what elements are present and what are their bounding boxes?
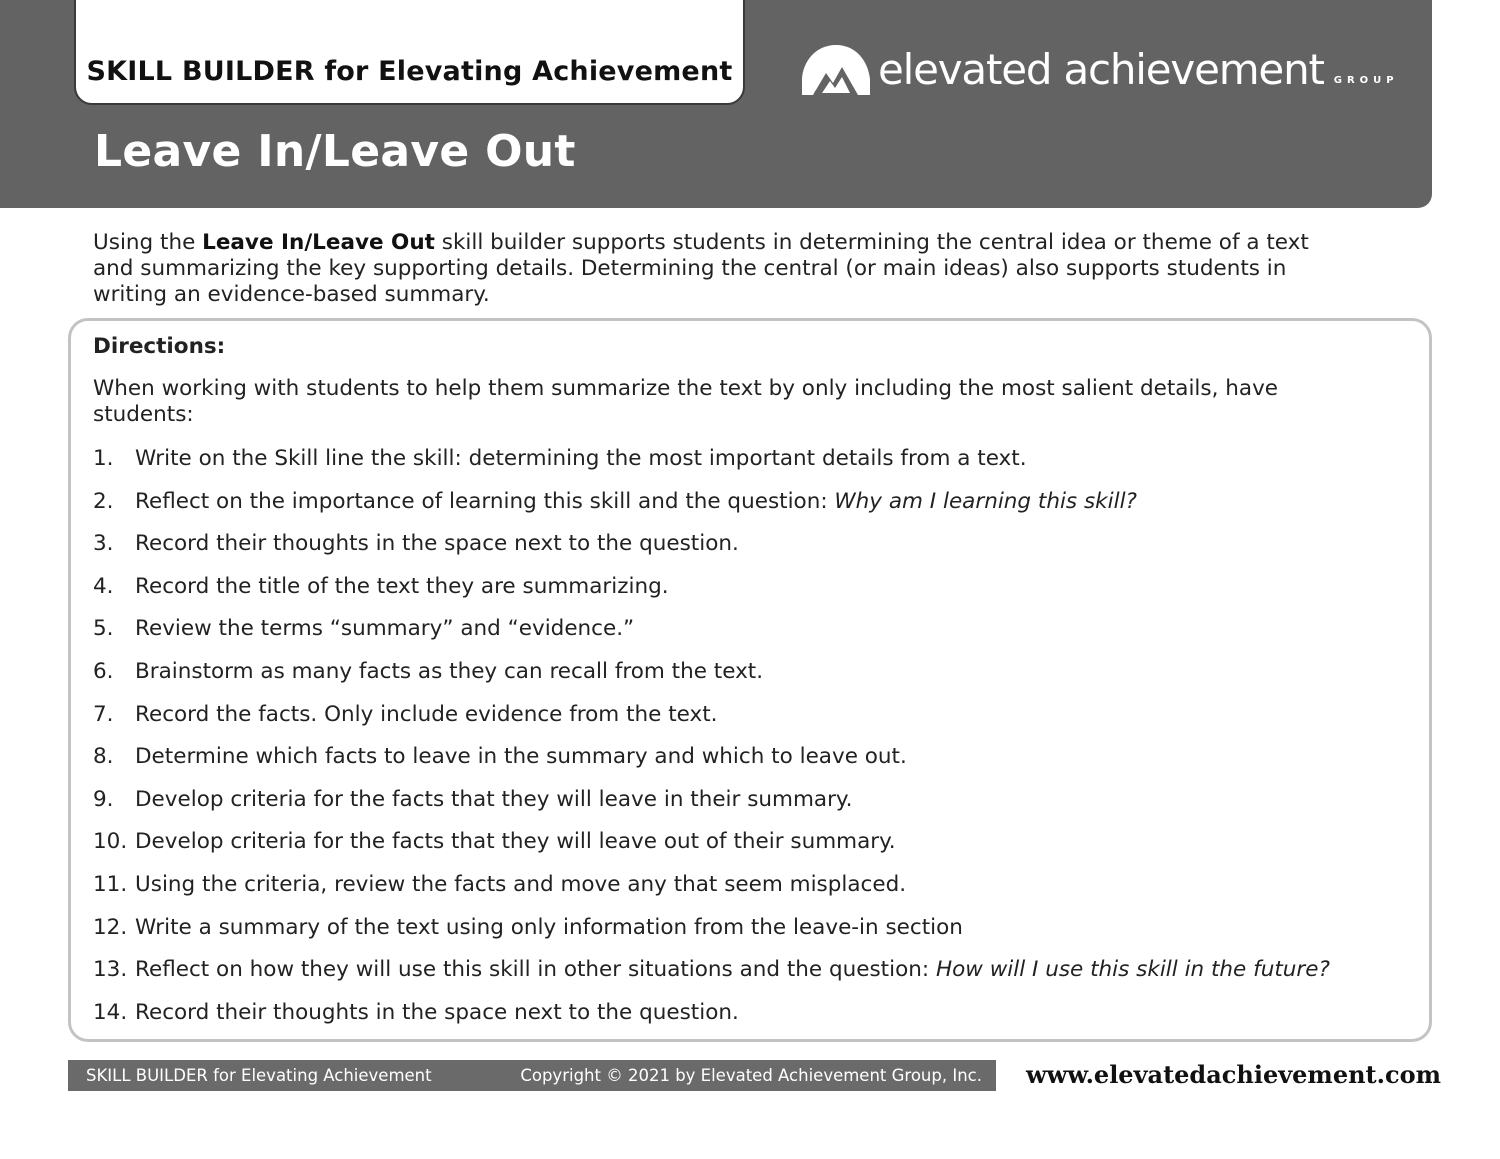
list-item: [93, 829, 1413, 872]
step-number: 3.: [93, 531, 114, 557]
intro-paragraph: [93, 230, 1353, 308]
step-text-plain: Develop criteria for the facts that they will leave out of their summary.: [135, 829, 896, 855]
step-text-plain: Reflect on the importance of learning this skill and the question:: [135, 488, 835, 514]
logo-group-label: GROUP: [1333, 75, 1399, 86]
footer-title: SKILL BUILDER for Elevating Achievement: [86, 1066, 432, 1085]
directions-intro: When working with students to help them summarize the text by only including the most salient details, have students:: [93, 376, 1279, 427]
step-number: 4.: [93, 573, 114, 599]
step-text: [135, 957, 1330, 983]
intro-text-before: Using the: [93, 230, 203, 255]
list-item: [93, 616, 1413, 659]
step-number: 5.: [93, 616, 114, 642]
step-number: 1.: [93, 446, 114, 471]
step-number: 9.: [93, 786, 114, 812]
step-text: [135, 1000, 739, 1026]
list-item: [93, 744, 1413, 787]
step-text-plain: Record the title of the text they are summarizing.: [135, 573, 669, 599]
step-text-plain: Record the facts. Only include evidence from the text.: [135, 701, 718, 727]
list-item: [93, 1000, 1413, 1043]
step-text: [135, 915, 963, 941]
list-item: [93, 872, 1413, 915]
step-text-plain: Determine which facts to leave in the summary and which to leave out.: [135, 744, 907, 770]
step-text-plain: Write a summary of the text using only information from the leave-in section: [135, 914, 963, 940]
list-item: [93, 787, 1413, 830]
step-text-plain: Write on the Skill line the skill: determining the most important details from a text.: [135, 446, 1027, 471]
list-item: [93, 702, 1413, 745]
step-text: [135, 489, 1137, 515]
step-text-plain: Record their thoughts in the space next to the question.: [135, 999, 739, 1025]
step-number: 6.: [93, 658, 114, 684]
list-item: [93, 957, 1413, 1000]
list-item: [93, 531, 1413, 574]
intro-text-after: skill builder supports students in determining the central idea or theme of a text and summarizing the key supporting details. Determining the central (or main ideas) also supports students in writing an evidence-based summary.: [93, 230, 1309, 307]
kicker-text: SKILL BUILDER for Elevating Achievement: [86, 56, 733, 87]
list-item: [93, 446, 1413, 489]
list-item: [93, 574, 1413, 617]
logo: [800, 40, 1399, 100]
page-title: Leave In/Leave Out: [94, 126, 576, 177]
footer-website-link[interactable]: www.elevatedachievement.com: [1026, 1060, 1441, 1089]
step-text: [135, 702, 717, 728]
step-number: 8.: [93, 744, 114, 770]
step-text: [135, 616, 634, 642]
step-text-plain: Reflect on how they will use this skill in other situations and the question:: [135, 957, 936, 983]
header-band: [0, 0, 1432, 208]
step-text: [135, 787, 852, 813]
list-item: [93, 659, 1413, 702]
intro-bold-term: Leave In/Leave Out: [202, 230, 435, 255]
step-text-plain: Review the terms “summary” and “evidence.”: [135, 616, 635, 642]
step-number: 7.: [93, 701, 114, 727]
step-number: 2.: [93, 488, 114, 514]
step-text-plain: Brainstorm as many facts as they can recall from the text.: [135, 658, 764, 684]
step-text-plain: Record their thoughts in the space next to the question.: [135, 531, 739, 557]
directions-heading: Directions:: [93, 334, 226, 359]
list-item: [93, 489, 1413, 532]
step-text-question: How will I use this skill in the future?: [935, 957, 1330, 983]
footer-bar: [68, 1060, 996, 1091]
step-number: 12.: [93, 914, 128, 940]
step-text: [135, 446, 1027, 472]
step-text: [135, 659, 763, 685]
list-item: [93, 915, 1413, 958]
footer-copyright: Copyright © 2021 by Elevated Achievement Group, Inc.: [520, 1066, 982, 1085]
step-text: [135, 872, 906, 898]
step-text: [135, 574, 669, 600]
step-number: 13.: [93, 957, 128, 983]
mountain-logo-icon: [800, 43, 872, 97]
step-text-plain: Develop criteria for the facts that they will leave in their summary.: [135, 786, 853, 812]
step-text-question: Why am I learning this skill?: [834, 488, 1137, 514]
step-text: [135, 531, 739, 557]
step-text: [135, 829, 896, 855]
step-text-plain: Using the criteria, review the facts and move any that seem misplaced.: [135, 871, 907, 897]
step-number: 14.: [93, 999, 128, 1025]
kicker-tab: [74, 0, 745, 105]
step-number: 11.: [93, 871, 128, 897]
step-text: [135, 744, 907, 770]
step-number: 10.: [93, 829, 128, 855]
logo-wordmark: elevated achievement: [878, 45, 1324, 94]
directions-steps-list: [93, 446, 1413, 1042]
